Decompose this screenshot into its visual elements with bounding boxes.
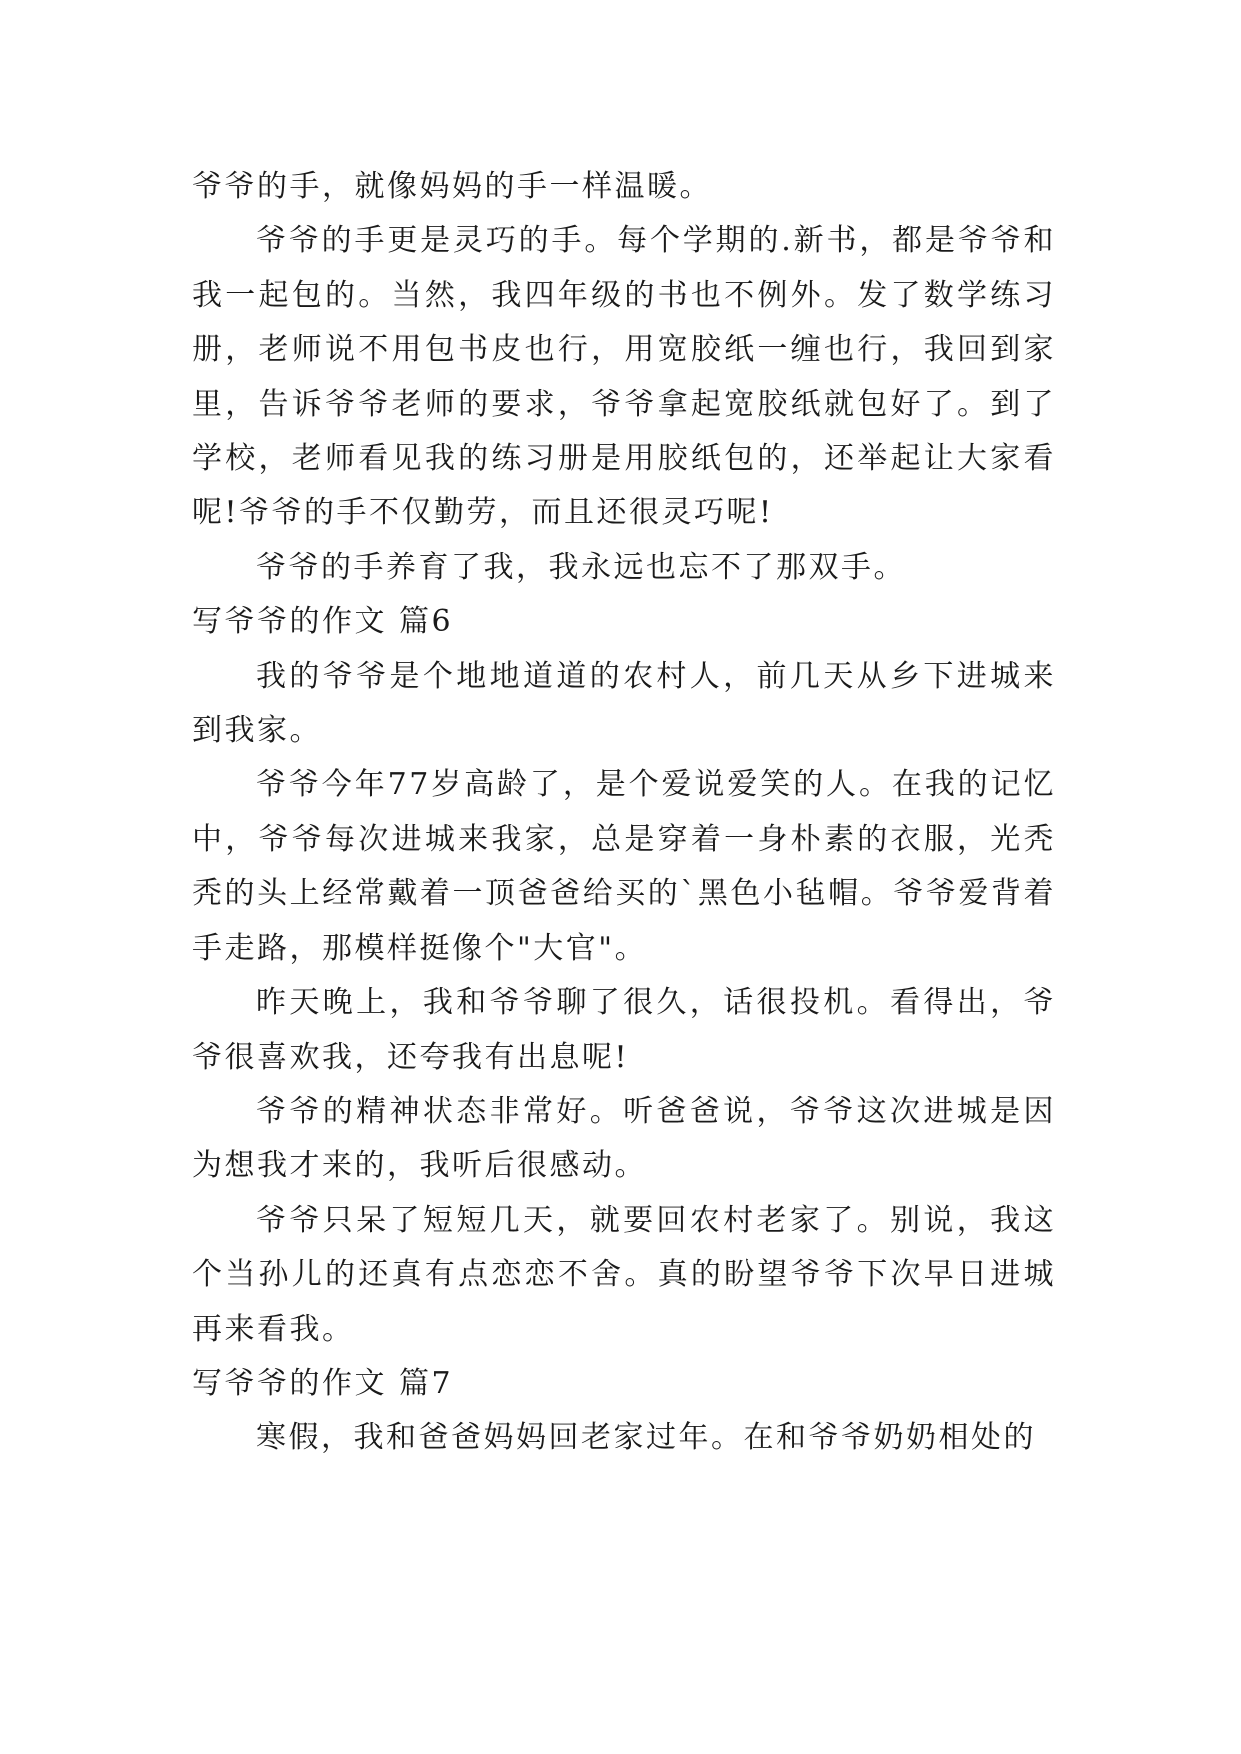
paragraph-5: 爷爷今年77岁高龄了，是个爱说爱笑的人。在我的记忆中，爷爷每次进城来我家，总是穿着一身朴素的衣服，光秃秃的头上经常戴着一顶爸爸给买的`黑色小毡帽。爷爷爱背着手走路，那模样挺像个"大官"。: [192, 767, 1056, 966]
document-body: [192, 160, 1056, 1466]
section-heading-7: 写爷爷的作文 篇7: [192, 1365, 454, 1401]
paragraph-4: 我的爷爷是个地地道道的农村人，前几天从乡下进城来到我家。: [192, 658, 1056, 749]
paragraph-8: 爷爷只呆了短短几天，就要回农村老家了。别说，我这个当孙儿的还真有点恋恋不舍。真的盼望爷爷下次早日进城再来看我。: [192, 1202, 1056, 1347]
paragraph-2: 爷爷的手更是灵巧的手。每个学期的.新书，都是爷爷和我一起包的。当然，我四年级的书也不例外。发了数学练习册，老师说不用包书皮也行，用宽胶纸一缠也行，我回到家里，告诉爷爷老师的要求，爷爷拿起宽胶纸就包好了。到了学校，老师看见我的练习册是用胶纸包的，还举起让大家看呢!爷爷的手不仅勤劳，而且还很灵巧呢!: [192, 223, 1056, 531]
paragraph-3: 爷爷的手养育了我，我永远也忘不了那双手。: [256, 549, 906, 585]
paragraph-7: 爷爷的精神状态非常好。听爸爸说，爷爷这次进城是因为想我才来的，我听后很感动。: [192, 1093, 1056, 1184]
paragraph-1: 爷爷的手，就像妈妈的手一样温暖。: [192, 169, 712, 204]
paragraph-9: 寒假，我和爸爸妈妈回老家过年。在和爷爷奶奶相处的: [256, 1420, 1036, 1456]
section-heading-6: 写爷爷的作文 篇6: [192, 604, 454, 640]
paragraph-6: 昨天晚上，我和爷爷聊了很久，话很投机。看得出，爷爷很喜欢我，还夸我有出息呢!: [192, 985, 1056, 1075]
